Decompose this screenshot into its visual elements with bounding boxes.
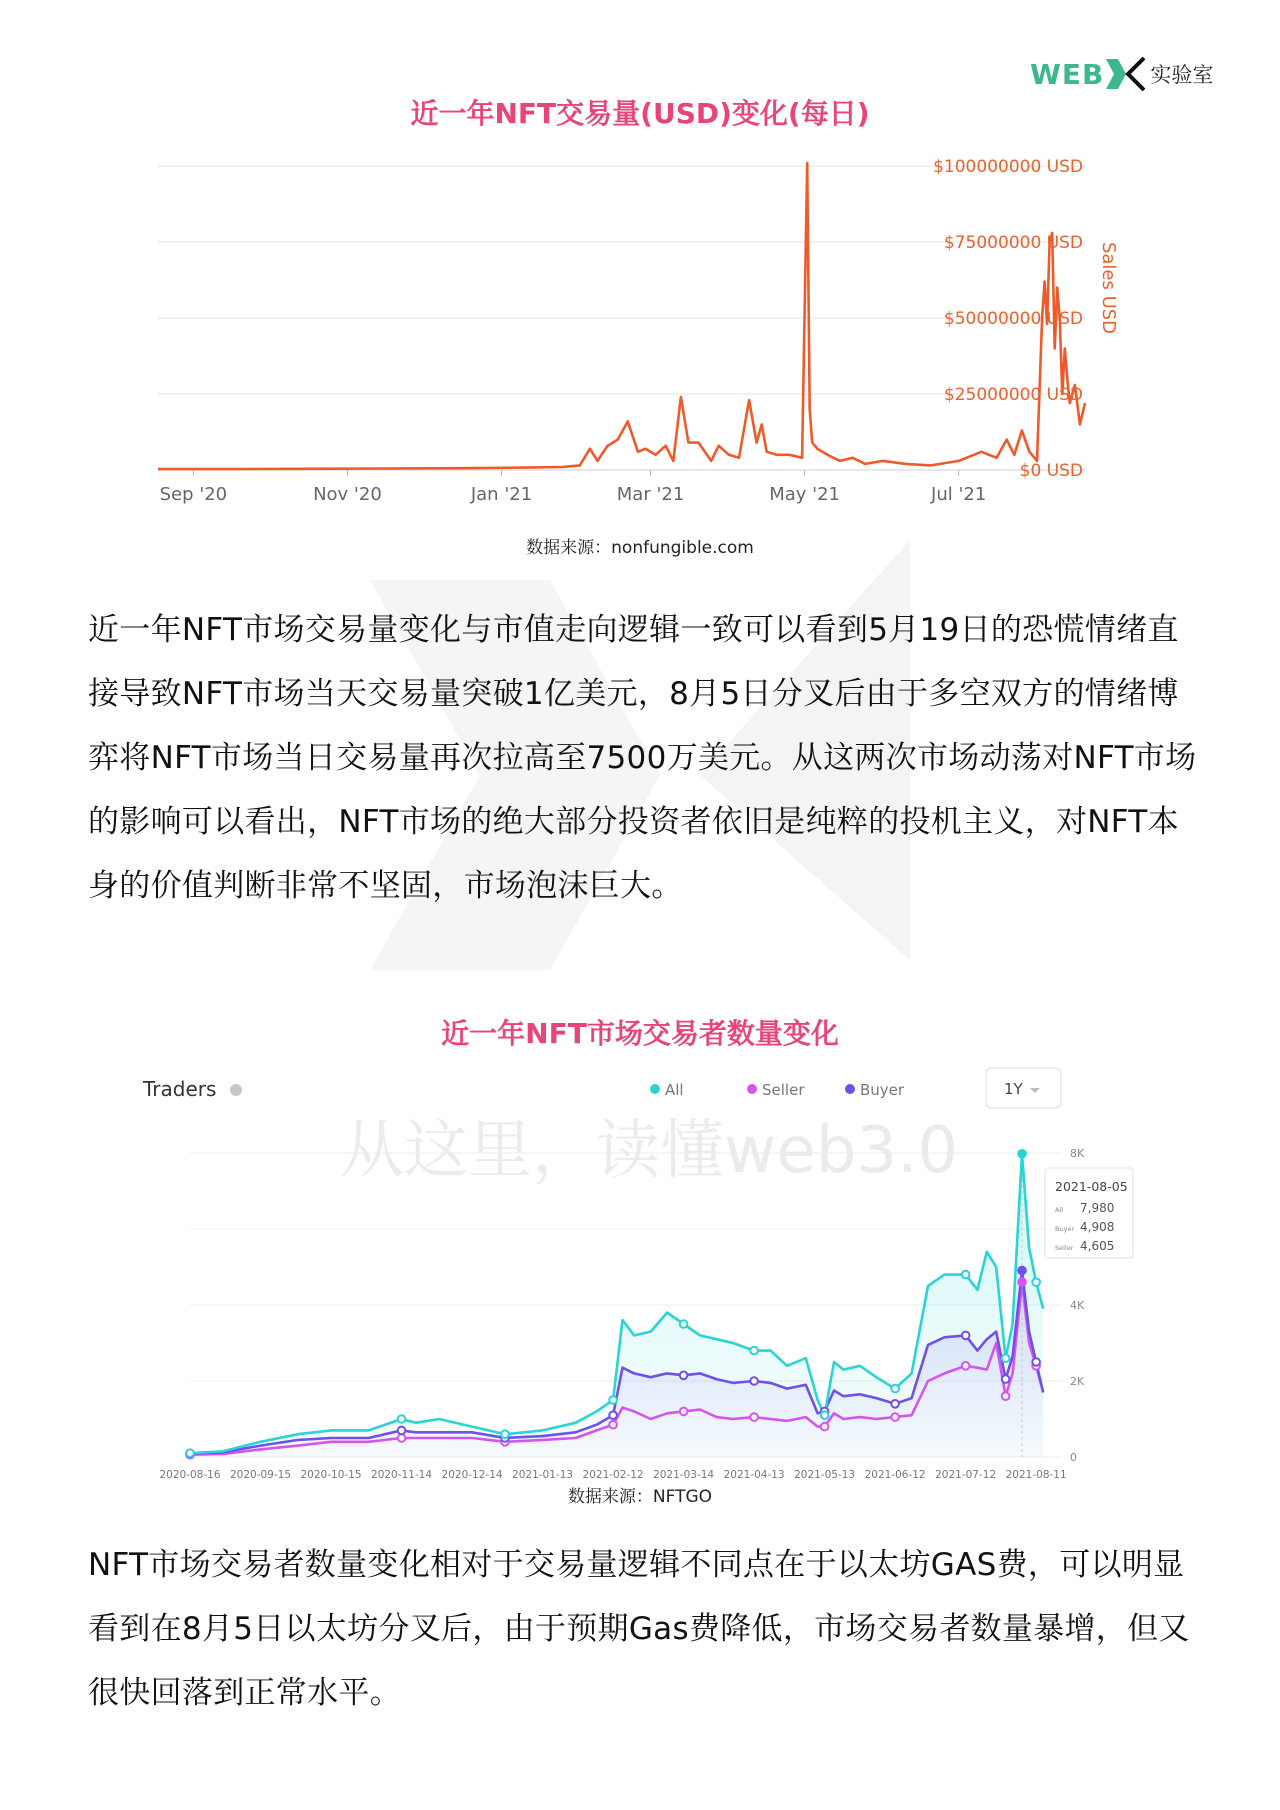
data-point-marker [1032,1358,1040,1366]
data-point-marker [891,1400,899,1408]
data-point-marker [1032,1278,1040,1286]
chart2-source: 数据来源：NFTGO [567,1487,713,1507]
data-point-marker [1002,1392,1010,1400]
x-tick-label: 2021-01-13 [512,1469,574,1481]
traders-chart-title: Traders [143,1077,217,1101]
y-tick-label: 8K [1070,1147,1085,1160]
logo-lab-text: 实验室 [1150,63,1214,87]
tooltip-date: 2021-08-05 [1055,1179,1128,1194]
legend-label: Seller [762,1081,805,1099]
data-point-marker [962,1332,970,1340]
x-tick-label: Jul '21 [931,484,987,505]
chart1-source: 数据来源：nonfungible.com [526,538,754,558]
y-tick-label: $25000000 USD [943,385,1083,405]
x-tick-label: Nov '20 [313,484,382,505]
x-tick-label: 2021-02-12 [582,1469,644,1481]
x-tick-label: Mar '21 [616,484,685,505]
legend-marker [845,1084,855,1094]
tooltip-row-label: Seller [1055,1244,1074,1252]
tooltip-row-label: Buyer [1055,1225,1075,1233]
tooltip-row-value: 4,605 [1080,1239,1115,1253]
data-point-marker [680,1320,688,1328]
hover-point [1018,1266,1027,1275]
data-point-marker [891,1385,899,1393]
data-point-marker [750,1347,758,1355]
logo-web-text: WEB [1030,57,1105,91]
data-point-marker [821,1411,829,1419]
data-point-marker [891,1413,899,1421]
data-point-marker [750,1377,758,1385]
y-tick-label: 4K [1070,1299,1085,1312]
y-tick-label: 0 [1070,1451,1077,1464]
data-point-marker [609,1396,617,1404]
data-point-marker [821,1423,829,1431]
data-point-marker [1002,1375,1010,1383]
x-tick-label: Sep '20 [159,484,228,505]
x-tick-label: 2020-10-15 [300,1469,362,1481]
y-tick-label: $50000000 USD [943,309,1083,329]
data-point-marker [962,1271,970,1279]
x-tick-label: May '21 [769,484,841,505]
x-tick-label: 2020-11-14 [371,1469,433,1481]
data-point-marker [186,1449,194,1457]
paragraph-2: NFT市场交易者数量变化相对于交易量逻辑不同点在于以太坊GAS费，可以明显看到在8月5日以太坊分叉后，由于预期Gas费降低，市场交易者数量暴增，但又很快回落到正常水平。 [88,1547,1190,1711]
x-tick-label: 2020-12-14 [441,1469,503,1481]
info-icon [230,1084,242,1096]
range-selector-label: 1Y [1004,1080,1023,1098]
watermark-slogan: 从这里，读懂web3.0 [340,1114,959,1188]
y-tick-label: $0 USD [1019,461,1083,481]
data-point-marker [680,1408,688,1416]
x-tick-label: 2021-06-12 [864,1469,926,1481]
data-point-marker [398,1434,406,1442]
web-lab-logo [1030,55,1213,93]
x-tick-label: 2021-03-14 [653,1469,715,1481]
data-point-marker [398,1427,406,1435]
traders-area-chart [0,1050,1280,1481]
legend-label: All [665,1081,684,1099]
legend-marker [650,1084,660,1094]
paragraph-1: 近一年NFT市场交易量变化与市值走向逻辑一致可以看到5月19日的恐慌情绪直接导致NFT市场当天交易量突破1亿美元，8月5日分叉后由于多空双方的情绪博弈将NFT市场当日交易量再次拉高至7500万美元。从这两次市场动荡对NFT市场的影响可以看出，NFT市场的绝大部分投资者依旧是纯粹的投机主义，对NFT本身的价值判断非常不坚固，市场泡沫巨大。 [88,612,1197,904]
chart1-title: 近一年NFT交易量(USD)变化(每日) [410,97,870,130]
legend-marker [747,1084,757,1094]
hover-point [1018,1149,1027,1158]
data-point-marker [962,1362,970,1370]
range-selector-box [986,1068,1061,1108]
x-tick-label: Jan '21 [470,484,533,505]
hover-point [1018,1278,1027,1287]
x-tick-label: 2021-04-13 [723,1469,785,1481]
y-tick-label: $75000000 USD [943,233,1083,253]
tooltip-row-value: 4,908 [1080,1220,1115,1234]
data-point-marker [398,1415,406,1423]
x-tick-label: 2021-07-12 [935,1469,997,1481]
data-point-marker [1002,1354,1010,1362]
logo-x-mark-icon [1104,55,1148,93]
data-point-marker [680,1372,688,1380]
y-axis-label: Sales USD [1098,241,1119,335]
data-point-marker [501,1430,509,1438]
legend-label: Buyer [860,1081,905,1099]
tooltip-row-label: All [1055,1206,1064,1214]
tooltip-row-value: 7,980 [1080,1201,1115,1215]
sales-usd-line-chart [0,130,1280,570]
chart2-title: 近一年NFT市场交易者数量变化 [441,1017,839,1050]
x-tick-label: 2021-08-11 [1005,1469,1067,1481]
data-point-marker [609,1421,617,1429]
x-tick-label: 2021-05-13 [794,1469,856,1481]
x-tick-label: 2020-08-16 [159,1469,221,1481]
y-tick-label: $100000000 USD [933,157,1083,177]
data-point-marker [609,1411,617,1419]
data-point-marker [750,1413,758,1421]
y-tick-label: 2K [1070,1375,1085,1388]
x-tick-label: 2020-09-15 [229,1469,292,1481]
